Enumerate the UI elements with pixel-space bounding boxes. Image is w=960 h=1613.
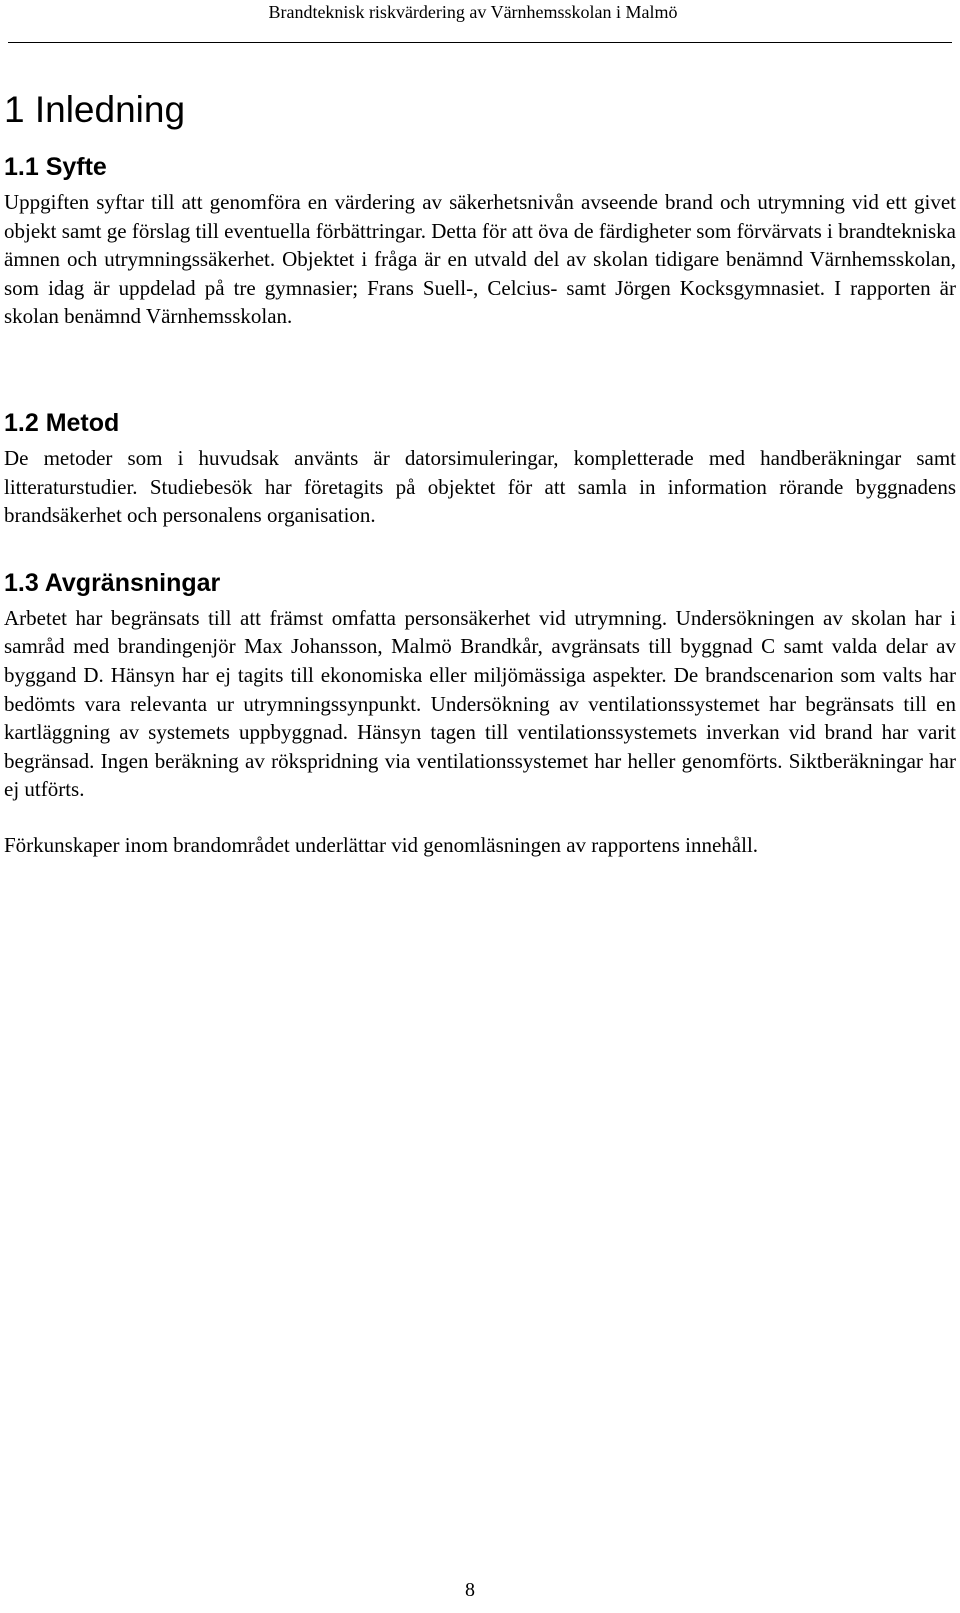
section-paragraph-avgransningar: Arbetet har begränsats till att främst omfatta personsäkerhet vid utrymning. Undersökningen av skolan har i samråd med brandingenjör Max Johansson, Malmö Brandkår, avgränsats till byggnad C samt valda delar av byggand D. Hänsyn har ej tagits till ekonomiska eller miljömässiga aspekter. De brandscenarion som valts har bedömts vara relevanta ur utrymningssynpunkt. Undersökning av ventilationssystemet har begränsats till en kartläggning av systemets uppbyggnad. Hänsyn tagen till ventilationssystemets inverkan vid brand har varit begränsad. Ingen beräkning av rökspridning via ventilationssystemet har heller genomförts. Siktberäkningar har ej utförts. (4, 605, 956, 802)
section-avgransningar (4, 568, 956, 860)
section-paragraph-syfte: Uppgiften syftar till att genomföra en värdering av säkerhetsnivån avseende brand och utrymning vid ett givet objekt samt ge förslag till eventuella förbättringar. Detta för att öva de färdigheter som förvärvats i brandtekniska ämnen och utrymningssäkerhet. Objektet i fråga är en utvald del av skolan tidigare benämnd Värnhemsskolan, som idag är uppdelad på tre gymnasier; Frans Suell-, Celcius- samt Jörgen Kocksgymnasiet. I rapporten är skolan benämnd Värnhemsskolan. (4, 190, 956, 329)
paragraph-spacer (4, 804, 956, 831)
section-syfte (4, 152, 956, 331)
section-spacer (4, 331, 956, 408)
section-heading-metod: 1.2 Metod (4, 408, 120, 437)
running-header: Brandteknisk riskvärdering av Värnhemsskolan i Malmö (268, 2, 678, 22)
section-paragraph-metod: De metoder som i huvudsak använts är datorsimuleringar, kompletterade med handberäkningar samt litteraturstudier. Studiebesök har företagits på objektet för att samla in information rörande byggnadens brandsäkerhet och personalens organisation. (4, 445, 956, 528)
chapter-heading: 1 Inledning (4, 89, 186, 130)
page-content (4, 88, 956, 860)
section-heading-syfte: 1.1 Syfte (4, 153, 107, 181)
section-spacer (4, 530, 956, 568)
section-heading-avgransningar: 1.3 Avgränsningar (4, 568, 221, 597)
page-number: 8 (465, 1579, 475, 1601)
section-note-avgransningar: Förkunskaper inom brandområdet underlättar vid genomläsningen av rapportens innehåll. (4, 832, 759, 857)
section-metod (4, 408, 956, 530)
header-divider (8, 42, 952, 43)
